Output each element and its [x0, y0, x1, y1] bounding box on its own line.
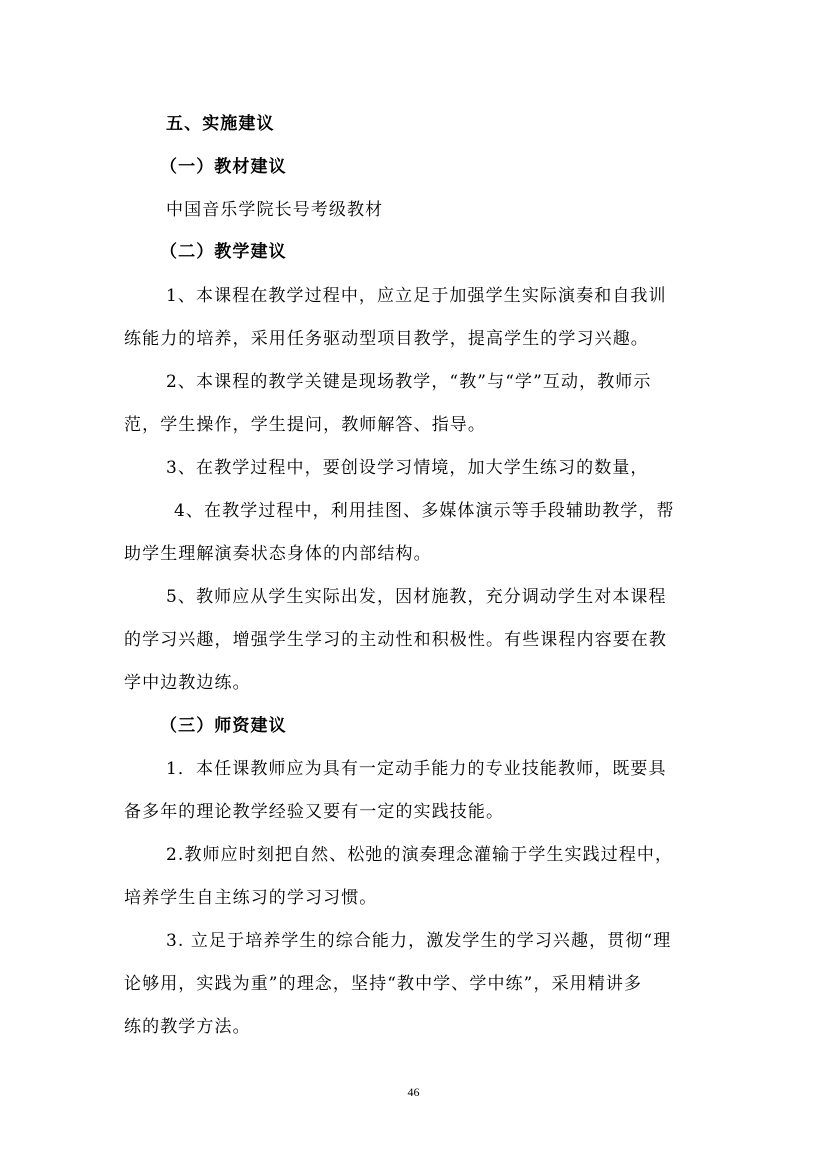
faculty-item-2-line-2: 培养学生自主练习的学习习惯。 — [124, 888, 378, 908]
teaching-item-5-line-1: 5、教师应从学生实际出发，因材施教，充分调动学生对本课程 — [166, 587, 667, 607]
teaching-item-3-line-1: 3、在教学过程中，要创设学习情境，加大学生练习的数量， — [166, 458, 649, 478]
teaching-item-4-line-1: 4、在教学过程中，利用挂图、多媒体演示等手段辅助教学，帮 — [174, 501, 675, 521]
teaching-item-2-line-2: 范，学生操作，学生提问，教师解答、指导。 — [124, 415, 486, 435]
teaching-item-4-line-2: 助学生理解演奏状态身体的内部结构。 — [124, 544, 432, 564]
teaching-item-1-line-2: 练能力的培养，采用任务驱动型项目教学，提高学生的学习兴趣。 — [124, 329, 649, 349]
teaching-item-5-line-2: 的学习兴趣，增强学生学习的主动性和积极性。有些课程内容要在教 — [124, 630, 667, 650]
faculty-item-2-line-1: 2.教师应时刻把自然、松弛的演奏理念灌输于学生实践过程中， — [166, 845, 674, 865]
faculty-item-1-line-2: 备多年的理论教学经验又要有一定的实践技能。 — [124, 802, 505, 822]
section-heading: 五、实施建议 — [166, 114, 275, 134]
subsection-heading-faculty: （三）师资建议 — [160, 716, 287, 736]
subsection-heading-teaching: （二）教学建议 — [160, 242, 287, 262]
teaching-item-5-line-3: 学中边教边练。 — [124, 673, 251, 693]
faculty-item-3-line-3: 练的教学方法。 — [124, 1017, 251, 1037]
faculty-item-1-line-1: 1．本任课教师应为具有一定动手能力的专业技能教师，既要具 — [166, 759, 667, 779]
paragraph-textbook: 中国音乐学院长号考级教材 — [166, 200, 384, 220]
subsection-heading-textbook: （一）教材建议 — [160, 157, 287, 177]
teaching-item-1-line-1: 1、本课程在教学过程中，应立足于加强学生实际演奏和自我训 — [166, 286, 667, 306]
page-number: 46 — [407, 1085, 420, 1099]
faculty-item-3-line-2: 论够用，实践为重”的理念，坚持“教中学、学中练”，采用精讲多 — [124, 974, 643, 994]
faculty-item-3-line-1: 3. 立足于培养学生的综合能力，激发学生的学习兴趣，贯彻“理 — [166, 931, 672, 951]
teaching-item-2-line-1: 2、本课程的教学关键是现场教学，“教”与“学”互动，教师示 — [166, 372, 652, 392]
